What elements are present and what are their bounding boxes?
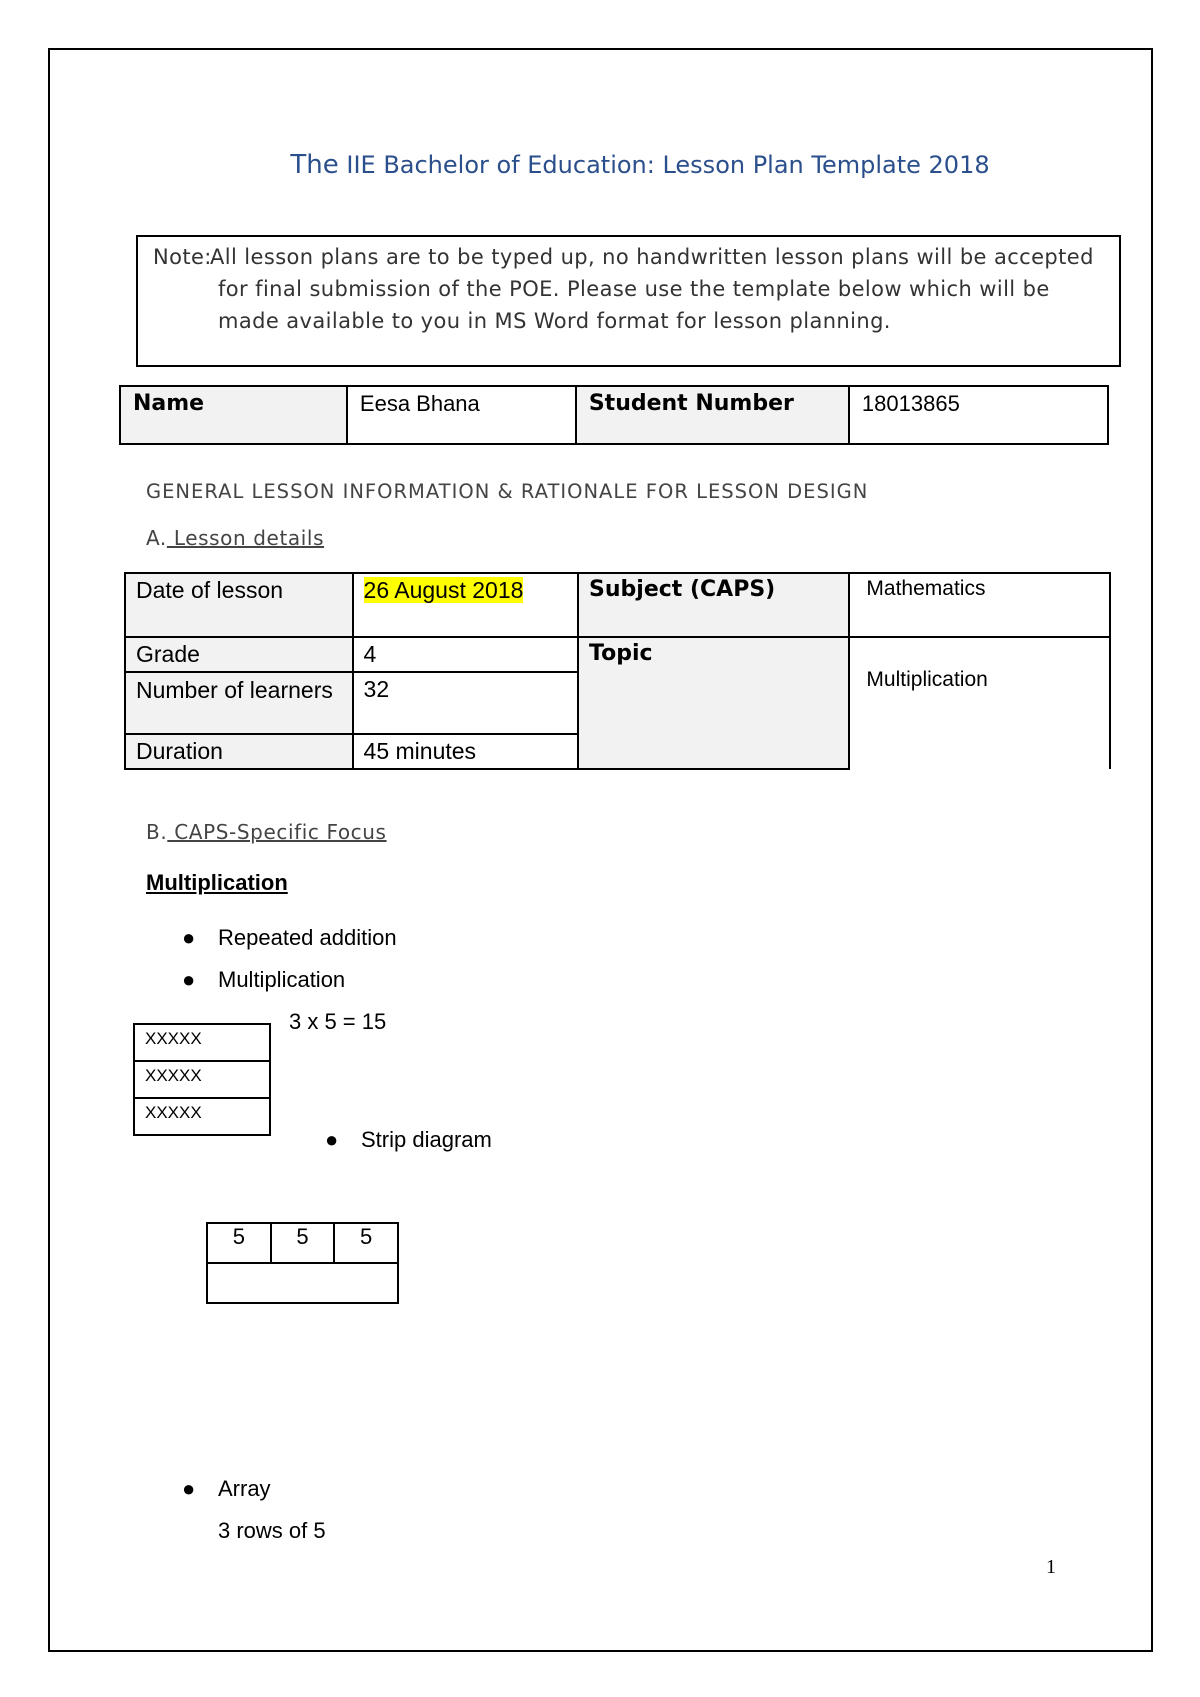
- duration-label: Duration: [125, 734, 353, 769]
- name-value: Eesa Bhana: [347, 386, 576, 444]
- group-cell: XXXXX: [134, 1061, 270, 1098]
- bullet-dot: ●: [325, 1127, 339, 1152]
- bullet-repeated-addition: [182, 925, 397, 951]
- caps-focus-title: CAPS-Specific Focus: [167, 820, 387, 844]
- bullet-array: [182, 1476, 271, 1502]
- lesson-details-prefix: A.: [146, 526, 167, 550]
- subject-value: Mathematics: [849, 573, 1110, 637]
- topic-label: Topic: [578, 637, 849, 769]
- caps-focus-prefix: B.: [146, 820, 168, 844]
- lesson-details-table: [124, 572, 1111, 770]
- bullet-text: Strip diagram: [361, 1127, 492, 1152]
- array-caption: 3 rows of 5: [218, 1518, 326, 1543]
- learners-label: Number of learners: [125, 672, 353, 734]
- bullet-dot: ●: [182, 925, 196, 950]
- date-value-cell: [353, 573, 579, 637]
- lesson-details-title: Lesson details: [166, 526, 325, 550]
- bullet-text: Multiplication: [218, 967, 346, 992]
- group-cell: XXXXX: [134, 1098, 270, 1135]
- bullet-dot: ●: [182, 967, 196, 992]
- page-number: 1: [1046, 1556, 1056, 1578]
- date-label: Date of lesson: [125, 573, 353, 637]
- strip-cell: 5: [207, 1223, 271, 1263]
- name-label: Name: [120, 386, 347, 444]
- multiplication-subheading: Multiplication: [146, 870, 288, 895]
- student-number-value: 18013865: [849, 386, 1108, 444]
- topic-value: Multiplication: [849, 637, 1110, 769]
- group-cell: XXXXX: [134, 1024, 270, 1061]
- caps-focus-heading: [146, 820, 387, 844]
- note-label: Note:: [153, 245, 212, 269]
- bullet-dot: ●: [182, 1476, 196, 1501]
- strip-cell: 5: [271, 1223, 335, 1263]
- date-value: 26 August 2018: [363, 577, 524, 603]
- bullet-multiplication: [182, 967, 346, 993]
- note-text: All lesson plans are to be typed up, no handwritten lesson plans will be accepted for final submission of the POE. Please use the template below which will be made available to you in MS Word format for lesson planning.: [210, 245, 1094, 333]
- bullet-text: Array: [218, 1476, 271, 1501]
- learners-value: 32: [353, 672, 579, 734]
- strip-diagram: [206, 1222, 399, 1304]
- title-prefix: The: [290, 150, 339, 180]
- subject-label: Subject (CAPS): [578, 573, 849, 637]
- grade-value: 4: [353, 637, 579, 672]
- note-box: [136, 235, 1121, 367]
- bullet-strip-diagram: [325, 1127, 492, 1153]
- bullet-text: Repeated addition: [218, 925, 397, 950]
- document-title: [0, 150, 1200, 180]
- lesson-details-heading: [146, 526, 324, 550]
- title-rest: IIE Bachelor of Education: Lesson Plan Template 2018: [338, 151, 990, 179]
- strip-cell: 5: [334, 1223, 398, 1263]
- student-number-label: Student Number: [576, 386, 849, 444]
- equation: 3 x 5 = 15: [289, 1009, 387, 1034]
- grouping-table: [133, 1023, 271, 1136]
- section-heading: GENERAL LESSON INFORMATION & RATIONALE FOR LESSON DESIGN: [146, 480, 869, 503]
- student-info-table: [119, 385, 1109, 445]
- strip-total-cell: [207, 1263, 398, 1303]
- duration-value: 45 minutes: [353, 734, 579, 769]
- grade-label: Grade: [125, 637, 353, 672]
